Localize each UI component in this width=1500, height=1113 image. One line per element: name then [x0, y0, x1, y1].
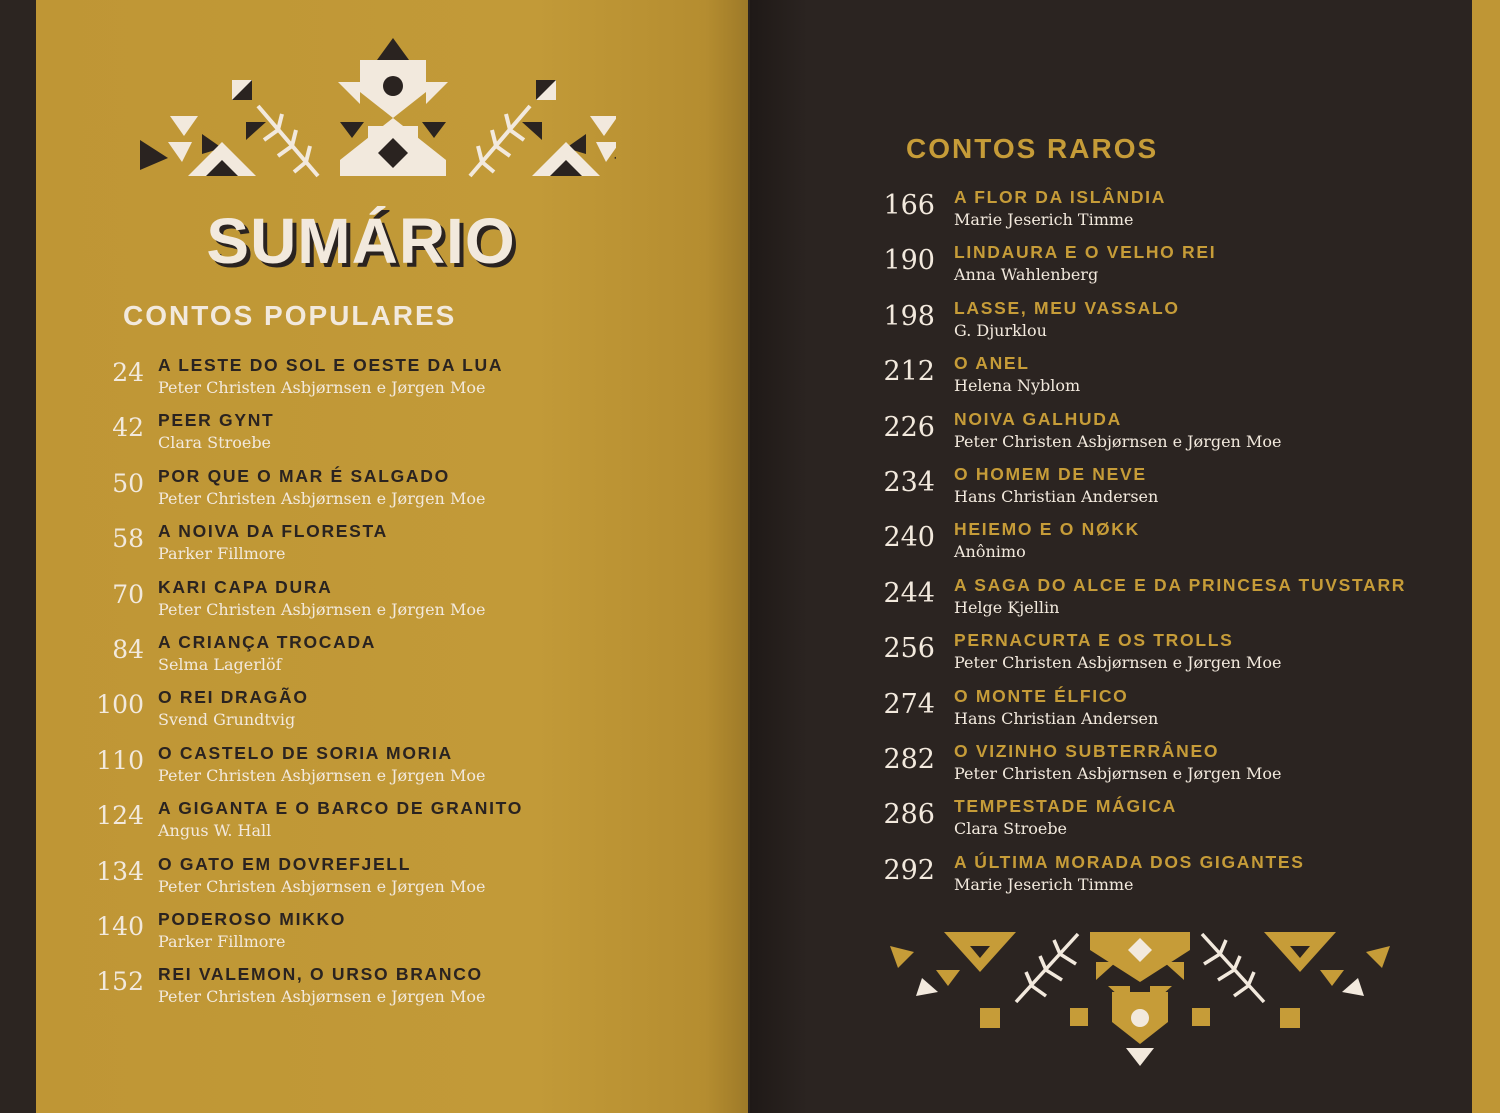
entry-author: Hans Christian Andersen: [954, 486, 1159, 506]
entry-author: Peter Christen Asbjørnsen e Jørgen Moe: [954, 653, 1282, 673]
entry-author: Peter Christen Asbjørnsen e Jørgen Moe: [158, 765, 486, 785]
entry-title: O HOMEM DE NEVE: [954, 463, 1147, 484]
entry-author: Selma Lagerlöf: [158, 654, 282, 674]
entry-page: 212: [883, 356, 935, 388]
entry-page: 198: [883, 300, 935, 332]
entry-page: 190: [883, 245, 935, 277]
entry-author: Anônimo: [954, 542, 1026, 562]
entry-title: REI VALEMON, O URSO BRANCO: [158, 964, 483, 985]
entry-author: Svend Grundtvig: [158, 710, 296, 730]
entry-title: HEIEMO E O NØKK: [954, 519, 1140, 540]
folk-ornament-bottom-icon: [890, 922, 1400, 1072]
entry-page: 24: [112, 358, 144, 387]
entry-page: 124: [96, 801, 144, 831]
entry-title: A NOIVA DA FLORESTA: [158, 521, 388, 542]
entry-page: 274: [883, 688, 935, 720]
entry-page: 50: [112, 468, 144, 498]
entry-page: 234: [883, 466, 935, 498]
entry-author: Angus W. Hall: [158, 821, 272, 841]
entry-author: Helge Kjellin: [954, 597, 1060, 617]
entry-author: Clara Stroebe: [954, 819, 1068, 839]
entry-author: Parker Fillmore: [158, 931, 286, 951]
entry-author: Peter Christen Asbjørnsen e Jørgen Moe: [158, 987, 486, 1007]
entry-author: Peter Christen Asbjørnsen e Jørgen Moe: [954, 431, 1282, 451]
entry-title: O VIZINHO SUBTERRÂNEO: [954, 740, 1220, 761]
entry-page: 140: [96, 911, 144, 941]
entry-author: G. Djurklou: [954, 320, 1047, 340]
entry-page: 110: [96, 745, 144, 775]
entry-title: A SAGA DO ALCE E DA PRINCESA TUVSTARR: [954, 574, 1407, 595]
entry-author: Hans Christian Andersen: [954, 708, 1159, 728]
book-edge-left: [0, 0, 36, 1113]
entry-title: A LESTE DO SOL E OESTE DA LUA: [158, 355, 504, 375]
entry-page: 84: [112, 634, 144, 664]
entry-author: Anna Wahlenberg: [954, 265, 1099, 285]
entry-title: O MONTE ÉLFICO: [954, 685, 1129, 706]
entry-title: LINDAURA E O VELHO REI: [954, 242, 1217, 263]
entry-page: 286: [883, 799, 935, 831]
entry-page: 282: [883, 743, 935, 775]
entry-author: Parker Fillmore: [158, 544, 286, 564]
entry-title: NOIVA GALHUDA: [954, 408, 1122, 429]
entry-page: 58: [112, 524, 144, 554]
entry-title: PERNACURTA E OS TROLLS: [954, 630, 1234, 651]
entry-title: POR QUE O MAR É SALGADO: [158, 465, 450, 486]
entry-author: Peter Christen Asbjørnsen e Jørgen Moe: [158, 876, 486, 896]
entry-title: A GIGANTA E O BARCO DE GRANITO: [158, 798, 524, 819]
entry-page: 70: [112, 579, 144, 609]
entry-title: TEMPESTADE MÁGICA: [954, 796, 1178, 817]
entry-author: Clara Stroebe: [158, 433, 272, 453]
entry-title: PEER GYNT: [158, 410, 275, 431]
entry-title: A ÚLTIMA MORADA DOS GIGANTES: [954, 851, 1305, 872]
entry-page: 256: [883, 633, 935, 665]
entry-title: KARI CAPA DURA: [158, 576, 333, 597]
entry-title: A CRIANÇA TROCADA: [158, 631, 377, 652]
entry-title: O GATO EM DOVREFJELL: [158, 853, 412, 874]
entry-page: 134: [96, 856, 144, 886]
right-page: [750, 0, 1472, 1113]
section-heading-popular: CONTOS POPULARES: [123, 300, 457, 331]
folk-ornament-top-icon: [106, 30, 616, 190]
entry-author: Marie Jeserich Timme: [954, 874, 1134, 894]
entry-page: 226: [883, 411, 935, 443]
entry-author: Helena Nyblom: [954, 376, 1081, 396]
entry-page: 152: [96, 967, 144, 997]
page-title: SUMÁRIO: [206, 205, 516, 277]
entry-title: O ANEL: [954, 353, 1030, 374]
entry-author: Peter Christen Asbjørnsen e Jørgen Moe: [158, 488, 486, 508]
entry-page: 42: [112, 413, 144, 443]
entry-author: Peter Christen Asbjørnsen e Jørgen Moe: [158, 378, 486, 397]
entry-title: O REI DRAGÃO: [158, 687, 309, 708]
entry-title: LASSE, MEU VASSALO: [954, 297, 1180, 318]
entry-page: 240: [883, 522, 935, 554]
entry-page: 166: [883, 190, 935, 221]
entry-page: 292: [883, 854, 935, 886]
section-heading-rare: CONTOS RAROS: [906, 133, 1159, 164]
entry-title: O CASTELO DE SORIA MORIA: [158, 742, 453, 763]
entry-author: Peter Christen Asbjørnsen e Jørgen Moe: [158, 599, 486, 619]
entry-author: Marie Jeserich Timme: [954, 210, 1134, 229]
entry-title: PODEROSO MIKKO: [158, 908, 347, 929]
book-edge-right: [1472, 0, 1500, 1113]
entry-page: 244: [883, 577, 935, 609]
entry-title: A FLOR DA ISLÂNDIA: [954, 187, 1167, 207]
entry-page: 100: [96, 690, 144, 720]
left-page: [36, 0, 748, 1113]
entry-author: Peter Christen Asbjørnsen e Jørgen Moe: [954, 763, 1282, 783]
